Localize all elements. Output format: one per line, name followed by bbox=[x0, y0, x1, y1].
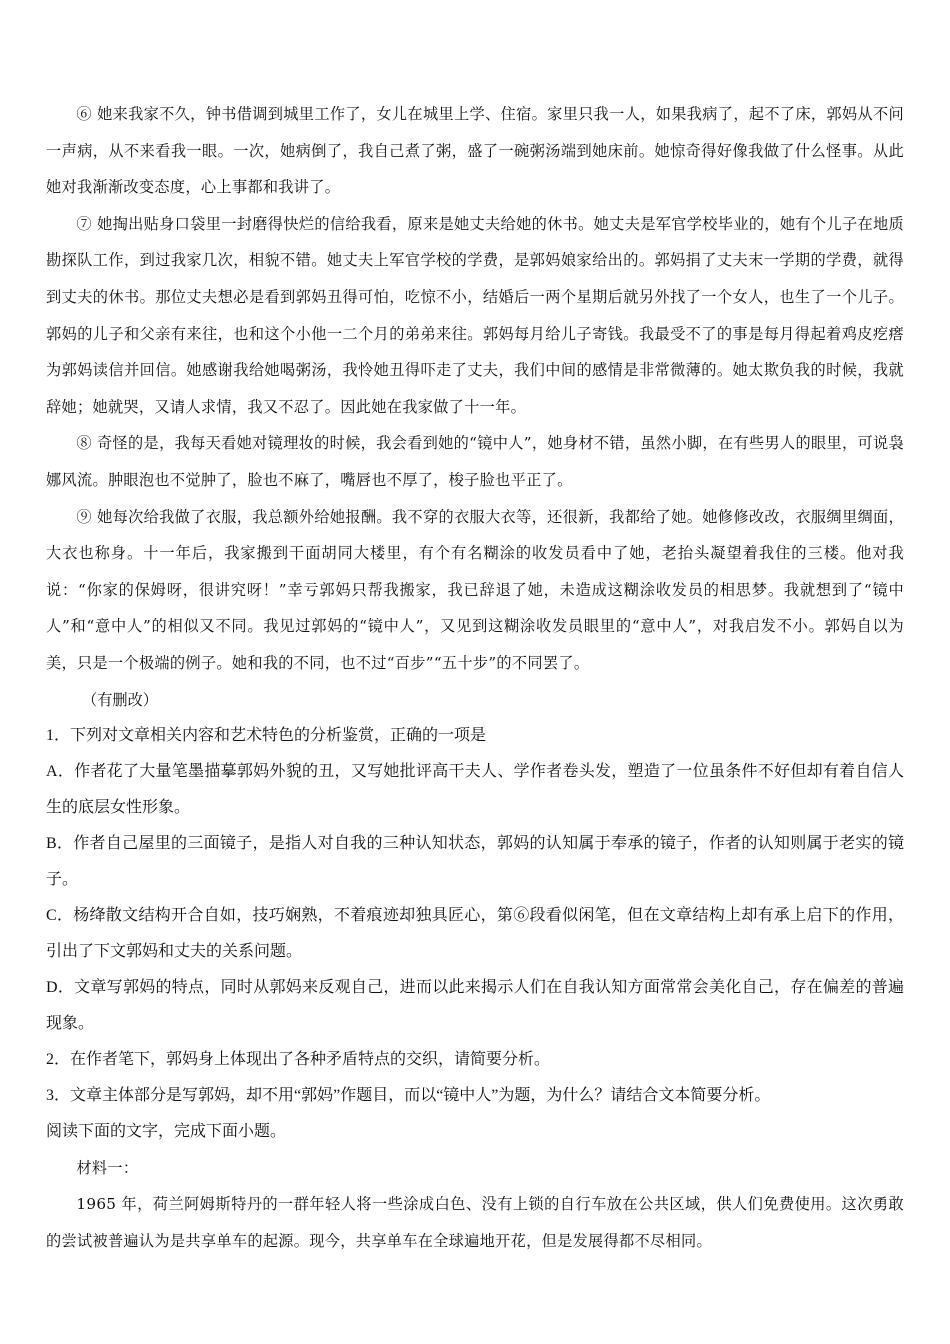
question-2: 2．在作者笔下，郭妈身上体现出了各种矛盾特点的交织，请简要分析。 bbox=[46, 1050, 551, 1068]
option-d: D．文章写郭妈的特点，同时从郭妈来反观自己，进而以此来揭示人们在自我认知方面常常会美化自己，存在偏差的普遍现象。 bbox=[46, 978, 904, 1032]
option-b: B．作者自己屋里的三面镜子，是指人对自我的三种认知状态，郭妈的认知属于奉承的镜子，作者的认知则属于老实的镜子。 bbox=[46, 834, 904, 888]
paragraph-9: ⑨ 她每次给我做了衣服，我总额外给她报酬。我不穿的衣服大衣等，还很新，我都给了她。她修修改改，衣服绸里绸面，大衣也称身。十一年后，我家搬到干面胡同大楼里，有个有名糊涂的收发员看中了她，老抬头凝望着我住的三楼。他对我说：“你家的保姆呀，很讲究呀！”幸亏郭妈只帮我搬家，我已辞退了她，未造成这糊涂收发员的相思梦。我就想到了“镜中人”和“意中人”的相似又不同。我见过郭妈的“镜中人”，又见到这糊涂收发员眼里的“意中人”，对我启发不小。郭妈自以为美，只是一个极端的例子。她和我的不同，也不过“百步”“五十步”的不同罢了。 bbox=[46, 507, 904, 672]
paragraph-6: ⑥ 她来我家不久，钟书借调到城里工作了，女儿在城里上学、住宿。家里只我一人，如果我病了，起不了床，郭妈从不问一声病，从不来看我一眼。一次，她病倒了，我自己煮了粥，盛了一碗粥汤端到她床前。她惊奇得好像我做了什么怪事。从此她对我渐渐改变态度，心上事都和我讲了。 bbox=[46, 105, 904, 197]
question-3: 3．文章主体部分是写郭妈，却不用“郭妈”作题目，而以“镜中人”为题，为什么？请结合文本简要分析。 bbox=[46, 1086, 771, 1104]
edit-note: （有删改） bbox=[82, 690, 158, 709]
document-page bbox=[46, 96, 904, 1259]
paragraph-8: ⑧ 奇怪的是，我每天看她对镜理妆的时候，我会看到她的“镜中人”，她身材不错，虽然小脚，在有些男人的眼里，可说袅娜风流。肿眼泡也不觉肿了，脸也不麻了，嘴唇也不厚了，梭子脸也平正了。 bbox=[46, 434, 904, 489]
material-paragraph: 1965 年，荷兰阿姆斯特丹的一群年轻人将一些涂成白色、没有上锁的自行车放在公共区域，供人们免费使用。这次勇敢的尝试被普遍认为是共享单车的起源。现今，共享单车在全球遍地开花，但是发展得都不尽相同。 bbox=[46, 1195, 904, 1250]
option-a: A．作者花了大量笔墨描摹郭妈外貌的丑，又写她批评高干夫人、学作者卷头发，塑造了一位虽条件不好但却有着自信人生的底层女性形象。 bbox=[46, 762, 904, 816]
material-label: 材料一： bbox=[76, 1158, 139, 1177]
question-1: 1．下列对文章相关内容和艺术特色的分析鉴赏，正确的一项是 bbox=[46, 726, 487, 744]
paragraph-7: ⑦ 她掏出贴身口袋里一封磨得快烂的信给我看，原来是她丈夫给她的休书。她丈夫是军官学校毕业的，她有个儿子在地质勘探队工作，到过我家几次，相貌不错。她丈夫上军官学校的学费，是郭妈娘家给出的。郭妈捐了丈夫末一学期的学费，就得到丈夫的休书。那位丈夫想必是看到郭妈丑得可怕，吃惊不小，结婚后一两个星期后就另外找了一个女人，也生了一个儿子。郭妈的儿子和父亲有来往，也和这个小他一二个月的弟弟来往。郭妈每月给儿子寄钱。我最受不了的事是每月得起着鸡皮疙瘩为郭妈读信并回信。她感谢我给她喝粥汤，我怜她丑得吓走了丈夫，我们中间的感情是非常微薄的。她太欺负我的时候，我就辞她；她就哭，又请人求情，我又不忍了。因此她在我家做了十一年。 bbox=[46, 214, 904, 416]
option-c: C．杨绛散文结构开合自如，技巧娴熟，不着痕迹却独具匠心，第⑥段看似闲笔，但在文章结构上却有承上启下的作用，引出了下文郭妈和丈夫的关系问题。 bbox=[46, 906, 904, 960]
reading-instruction: 阅读下面的文字，完成下面小题。 bbox=[46, 1122, 287, 1140]
